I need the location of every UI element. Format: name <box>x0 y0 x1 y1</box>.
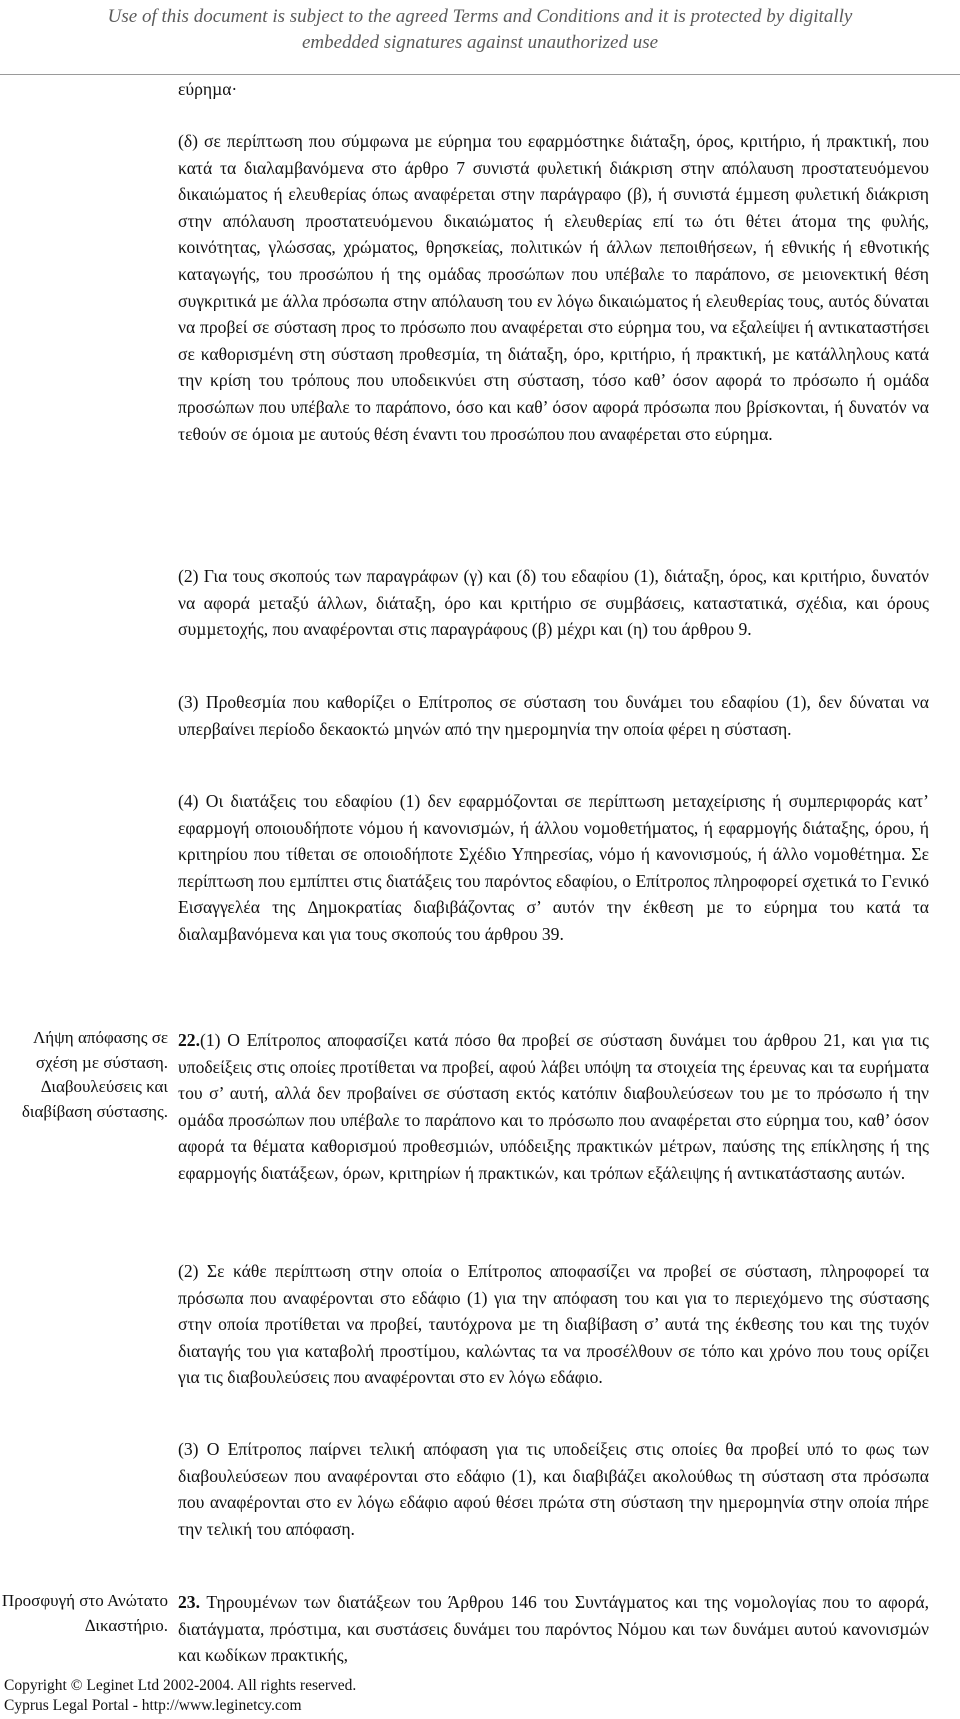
copyright-footer <box>4 1676 356 1716</box>
section-23-paragraph <box>178 1589 929 1669</box>
section-23-text: Τηρουµένων των διατάξεων του Άρθρου 146 του Συντάγµατος και της νοµολογίας που το αφορά, διατάγµατα, πρόστιµα, και συστάσεις δυνάµει του παρόντος Νόµου και των δυνάµει αυτού κανονισµών και κωδίκων πρακτικής, <box>178 1592 929 1666</box>
footer-portal-line: Cyprus Legal Portal - http://www.leginetcy.com <box>4 1697 302 1714</box>
header-notice-line-2: embedded signatures against unauthorized use <box>301 32 659 53</box>
paragraph-d: (δ) σε περίπτωση που σύµφωνα µε εύρηµα του εφαρµόστηκε διάταξη, όρος, κριτήριο, ή πρακτική, που κατά τα διαλαµβανόµενα στο άρθρο 7 συνιστά φυλετική διάκριση στην απόλαυση προστατευόµενου δικαιώµατος ή ελευθερίας όπως αναφέρεται στην παράγραφο (β), ή συνιστά έµµεση φυλετική διάκριση στην απόλαυση προστατευόµενου δικαιώµατος ή ελευθερίας επί τω ότι θέτει άτοµα της φυλής, κοινότητας, γλώσσας, χρώµατος, θρησκείας, πολιτικών ή άλλων πεποιθήσεων, ή εθνικής ή εθνοτικής καταγωγής, του προσώπου ή της οµάδας προσώπων που υπέβαλε το παράπονο, σε µειονεκτική θέση συγκριτικά µε άλλα πρόσωπα στην απόλαυση του εν λόγω δικαιώµατος ή ελευθερίας τους, αυτός δύναται να προβεί σε σύσταση προς το πρόσωπο που αναφέρεται στο εύρηµα του, να εξαλείψει ή αντικαταστήσει σε καθορισµένη στη σύσταση προθεσµία, τη διάταξη, όρο, κριτήριο, ή πρακτική, µε κατάλληλους κατά την κρίση του τρόπους που υποδεικνύει στη σύσταση, τόσο καθ’ όσον αφορά το πρόσωπο ή οµάδα προσώπων που υπέβαλε το παράπονο, όσο και καθ’ όσον αφορά πρόσωπα που βρίσκονται, ή δυνατόν να τεθούν σε όµοια µε αυτούς θέση έναντι του προσώπου που αναφέρεται στο εύρηµα. <box>178 131 929 444</box>
paragraph-2: (2) Για τους σκοπούς των παραγράφων (γ) και (δ) του εδαφίου (1), διάταξη, όρος, και κριτήριο, δυνατόν να αφορά µεταξύ άλλων, διάταξη, όρο και κριτήριο σε συµβάσεις, καταστατικά, σχέδια, και όρους συµµετοχής, που αναφέρονται στις παραγράφους (β) µέχρι και (η) του άρθρου 9. <box>178 566 929 640</box>
header-divider <box>0 74 960 75</box>
paragraph-3: (3) Προθεσµία που καθορίζει ο Επίτροπος σε σύσταση του δυνάµει του εδαφίου (1), δεν δύναται να υπερβαίνει περίοδο δεκαοκτώ µηνών από την ηµεροµηνία την οποία φέρει η σύσταση. <box>178 692 929 739</box>
section-23-number: 23. <box>178 1592 200 1612</box>
document-header <box>0 0 960 58</box>
section-22-paragraph-2: (2) Σε κάθε περίπτωση στην οποία ο Επίτροπος αποφασίζει να προβεί σε σύσταση, πληροφορεί τα πρόσωπα που αναφέρονται στο εδάφιο (1) για την απόφαση του και για το περιεχόµενο της σύστασης στην οποία προτίθεται να προβεί, ταυτόχρονα µε τη διαβίβαση σ’ αυτά της έκθεσης του και της τυχόν διαταγής του για καταβολή προστίµου, καλώντας τα να προσέλθουν σε τόπο και χρόνο που τους ορίζει για τις διαβουλεύσεις που αναφέρονται στο εν λόγω εδάφιο. <box>178 1261 929 1388</box>
footer-copyright-line: Copyright © Leginet Ltd 2002-2004. All rights reserved. <box>4 1677 357 1694</box>
section-22-paragraph-1-text: (1) Ο Επίτροπος αποφασίζει κατά πόσο θα προβεί σε σύσταση δυνάµει του άρθρου 21, και για τις υποδείξεις στις οποίες προτίθεται να προβεί, αφού λάβει υπόψη τα στοιχεία της έρευνας και τα ευρήµατα του σ’ αυτή, αλλά δεν προβαίνει σε σύσταση εκτός κατόπιν διαβουλεύσεων του µε το πρόσωπο ή την οµάδα προσώπων που υπέβαλε το παράπονο και το πρόσωπο που αναφέρεται στο εύρηµα του, καθ’ όσον αφορά τα θέµατα καθορισµού προθεσµιών, υπόδειξης πρακτικών µέτρων, παύσης της επίκλησης ή της εφαρµογής διατάξεων, όρων, κριτηρίων ή πρακτικών, και τρόπων εξάλειψης ή αντικατάστασης αυτών. <box>178 1030 929 1183</box>
header-notice-line-1: Use of this document is subject to the agreed Terms and Conditions and it is protected by digitally <box>107 6 853 27</box>
paragraph-4: (4) Οι διατάξεις του εδαφίου (1) δεν εφαρµόζονται σε περίπτωση µεταχείρισης ή συµπεριφοράς κατ’ εφαρµογή οποιουδήποτε νόµου ή κανονισµών, ή άλλου νοµοθετήµατος, ή εφαρµογής διάταξης, όρου, ή κριτηρίου που τίθεται σε οποιοδήποτε Σχέδιο Υπηρεσίας, νόµο ή κανονισµούς, ή άλλο νοµοθέτηµα. Σε περίπτωση που εµπίπτει στις διατάξεις του παρόντος εδαφίου, ο Επίτροπος πληροφορεί σχετικά το Γενικό Εισαγγελέα της ∆ηµοκρατίας διαβιβάζοντας σ’ αυτόν την έκθεση µε το εύρηµα του κατά τα διαλαµβανόµενα και για τους σκοπούς του άρθρου 39. <box>178 791 929 944</box>
margin-note-section-23: Προσφυγή στο Ανώτατο ∆ικαστήριο. <box>1 1591 168 1635</box>
text-fragment: εύρηµα· <box>178 79 238 99</box>
section-22-number: 22. <box>178 1030 200 1050</box>
section-22-paragraph-1 <box>178 1027 929 1187</box>
section-22-paragraph-3: (3) Ο Επίτροπος παίρνει τελική απόφαση για τις υποδείξεις στις οποίες θα προβεί υπό το φως των διαβουλεύσεων που αναφέρονται στο εδάφιο (1), και διαβιβάζει ακολούθως τη σύσταση στα πρόσωπα που αναφέρονται στο εν λόγω εδάφιο αφού θέσει πρώτα στη σύσταση την ηµεροµηνία στην οποία πήρε την τελική του απόφαση. <box>178 1439 929 1539</box>
margin-note-section-22: Λήψη απόφασης σε σχέση µε σύσταση. ∆ιαβουλεύσεις και διαβίβαση σύστασης. <box>21 1028 168 1121</box>
